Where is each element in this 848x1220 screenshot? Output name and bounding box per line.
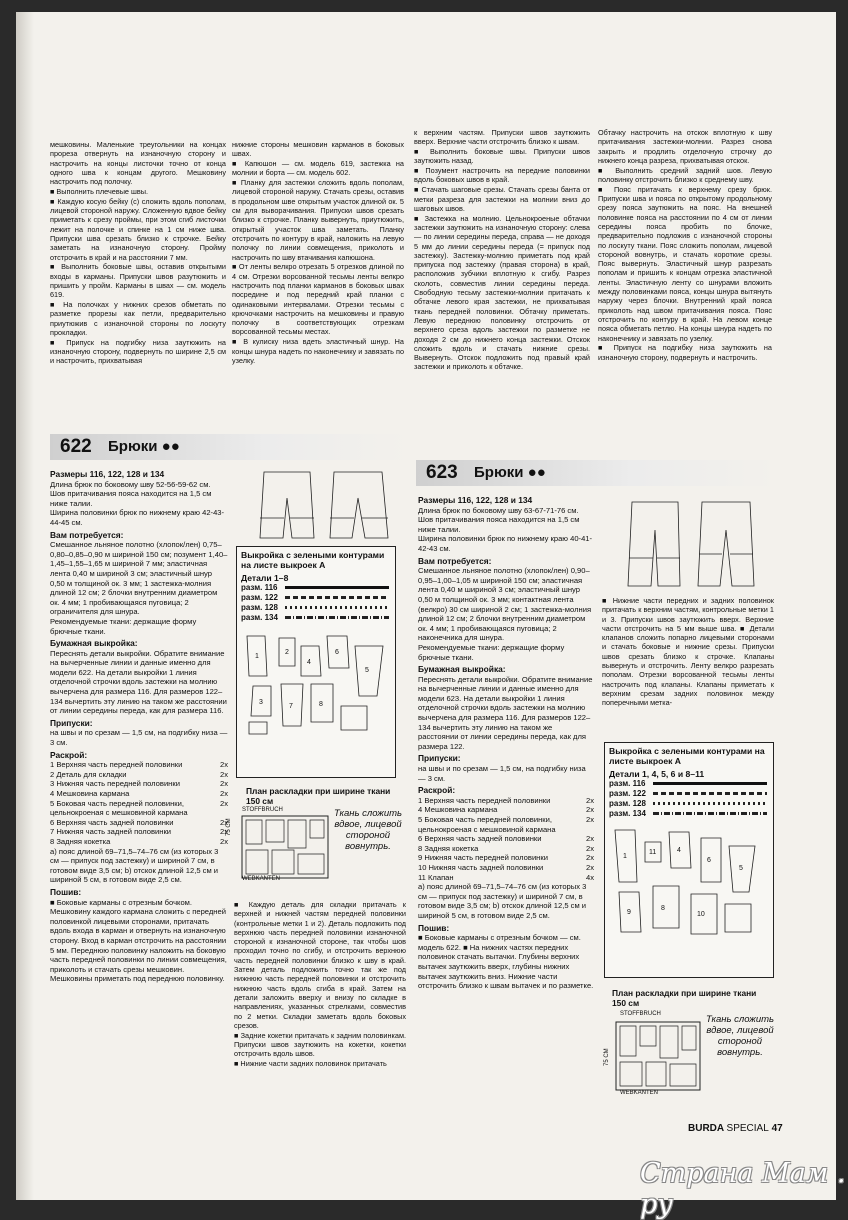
model-622-pattern-box xyxy=(236,546,396,778)
size-label: разм. 134 xyxy=(609,808,646,818)
svg-text:6: 6 xyxy=(335,649,339,657)
svg-text:10: 10 xyxy=(697,911,705,919)
model-title: Брюки ●● xyxy=(474,464,546,481)
top-column-1 xyxy=(50,140,226,420)
cut-item xyxy=(50,789,228,799)
cutting-heading: Раскрой: xyxy=(50,749,88,760)
need-text: Смешанное льняное полотно (хлопок/лен) 0,75–0,80–0,85–0,90 м шириной 150 см; позумент 1,40–1,45–1,55–1,65 м шириной 7 мм; эластичная лента 0,40 м шириной 3 см; эластичный шнур 0,50 м толщиной ок. 3 мм; 1 застежка-молния длиной 12 см; 2 блочки внутренним диаметром ок. 4 мм; 1 пробивающаяся пуговица; 2 ограничителя для шнура. xyxy=(50,540,228,617)
width-label: 75 CM xyxy=(604,1048,610,1066)
size-line-134 xyxy=(285,616,389,619)
width-label: 75 CM xyxy=(226,818,232,836)
paragraph: к верхним частям. Припуски швов заутюжить вверх. Верхние части отстрочить близко к швам. xyxy=(414,128,590,147)
size-label: разм. 116 xyxy=(609,779,646,789)
model-622-trousers-drawing xyxy=(250,468,400,546)
cut-label: 6 Верхняя часть задней половинки xyxy=(418,834,542,844)
size-116 xyxy=(237,583,395,593)
paragraph: нижние стороны мешковин карманов в боковых швах. xyxy=(232,140,404,159)
cut-label: 10 Нижняя часть задней половинки xyxy=(418,862,544,872)
svg-text:8: 8 xyxy=(661,905,665,913)
svg-text:4: 4 xyxy=(307,659,311,667)
paragraph: ■ Выполнить боковые швы, оставив открытыми входы в карманы. Припуски швов разутюжить и пришить у пройм. Карманы в швах — см. модель 619. xyxy=(50,262,226,300)
paragraph: ■ Позумент настрочить на передние половинки вдоль боковых швов в край. xyxy=(414,166,590,185)
width-note: Ширина половинки брюк по нижнему краю 42-43-44-45 см. xyxy=(50,508,225,527)
paragraph: ■ Задние кокетки притачать к задним половинкам. Припуски швов заутюжить на кокетки, кокетки отстрочить вдоль швов. xyxy=(234,1030,406,1059)
pattern-text: Переснять детали выкройки. Обратите внимание на вычерченные линии и данные именно для модели 623. На детали выкройки 1 линия отделочной строчки вдоль застежки на молнию вычерчена для размера 116. Для размеров 122–134 вычертить эту линию на таком же расстоянии от линии середины переда, как для размера 122. xyxy=(418,674,593,751)
cut-qty: 2x xyxy=(585,795,594,805)
svg-text:4: 4 xyxy=(677,847,681,855)
svg-text:2: 2 xyxy=(285,649,289,657)
cut-label: 8 Задняя кокетка xyxy=(50,836,111,846)
cut-label: 9 Нижняя часть передней половинки xyxy=(418,853,548,863)
svg-text:1: 1 xyxy=(623,853,627,861)
cut-qty: 2x xyxy=(585,815,594,824)
allowance-text: на швы и по срезам — 1,5 см, на подгибку низа — 3 см. xyxy=(50,728,228,748)
sewing-heading: Пошив: xyxy=(418,922,450,933)
paragraph: ■ Пояс притачать к верхнему срезу брюк. Припуски шва и пояса по открытому продольному срезу пояса заутюжить на пояс. На внешней половинке пояса на расстоянии по 4 см от линии середины пояса пробить по блочке, предварительно подложив с изнаночной стороны по лоскуту ткани. Пояс сложить пополам, лицевой стороной вовнутрь, и стачать короткие срезы. Пояс вывернуть. Эластичный шнур разрезать пополам и пришить к концам отрезка эластичной ленты. Эластичную ленту со шнурами вложить между половинками пояса, концы шнура вытянуть наружу через блочки. Внутренний край пояса приколоть над швом притачивания пояса. Пояс отстрочить по контуру в край. На левом конце пояса обметать петлю. На концы шнура надеть по наконечнику и завязать по узелку. xyxy=(598,184,772,343)
cut-item xyxy=(50,827,228,837)
model-622-header xyxy=(50,434,408,460)
cutting-heading: Раскрой: xyxy=(418,785,456,796)
paragraph: ■ Каждую деталь для складки притачать к верхней и нижней частям передней половинки (контрольные метки 1 и 2). Деталь подложить под верхнюю часть передней половинки изнаночной стороной к изнаночной стороне, так чтобы шов проходил точно по сгибу, и отстрочить верхнюю часть передней половинки близко к шву в край. Затем деталь подложить точно так же под нижнюю часть передней половинки и отстрочить нижнюю часть вдоль сгиба в край. Затем на детали заложить вверху и внизу по складке в направлениях, указанных стрелками, совместив по 2 метки. Складки заметать вдоль боковых срезов. xyxy=(234,900,406,1030)
paragraph: ■ Припуск на подгибку низа заутюжить на изнаночную сторону, подвернуть и настрочить. xyxy=(598,343,772,362)
pattern-heading: Бумажная выкройка: xyxy=(418,664,506,675)
watermark: Страна Мам . ру xyxy=(640,1158,846,1220)
size-116 xyxy=(605,779,773,789)
pattern-text: Переснять детали выкройки. Обратите внимание на вычерченные линии и данные именно для модели 622. На детали выкройки 1 линия отделочной строчки вдоль застежки на молнию вычерчена для размера 116. Для размеров 122–134 вычертить эту линию на таком же расстоянии от линии середины переда, как для размера 116. xyxy=(50,648,227,716)
cut-qty: 2x xyxy=(585,834,594,844)
box-heading: Выкройка с зелеными контурами на листе выкроек A xyxy=(241,550,385,570)
svg-text:9: 9 xyxy=(627,909,631,917)
need-heading: Вам потребуется: xyxy=(50,529,124,540)
allowance-text: на швы и по срезам — 1,5 см, на подгибку низа — 3 см. xyxy=(418,764,586,783)
cut-item xyxy=(50,818,228,828)
svg-text:6: 6 xyxy=(707,857,711,865)
model-623-trousers-drawing xyxy=(618,498,768,590)
cut-qty: 2x xyxy=(219,798,228,808)
svg-text:8: 8 xyxy=(319,701,323,709)
cut-item xyxy=(418,844,594,854)
paragraph: ■ Выполнить боковые швы. Припуски швов заутюжить назад. xyxy=(414,147,590,166)
box-parts: Детали 1–8 xyxy=(241,573,289,583)
svg-text:11: 11 xyxy=(649,849,657,857)
cut-qty: 2x xyxy=(585,843,594,853)
svg-text:1: 1 xyxy=(255,653,259,661)
top-column-4 xyxy=(598,128,772,448)
cut-qty: 2x xyxy=(585,805,594,815)
size-line-134 xyxy=(653,812,767,815)
pattern-pieces-drawing xyxy=(605,822,771,942)
need-text: Смешанное льняное полотно (хлопок/лен) 0,90–0,95–1,00–1,05 м шириной 150 см; эластичная лента 0,40 м шириной 3 см; эластичный шнур 0,50 м толщиной ок. 3 мм; контактная лента (велкро) 30 см шириной 2 см; 1 застежка-молния длиной 12 см; 2 блочки внутренним диаметром ок. 4 мм; 1 пробивающаяся пуговица; 2 наконечника для шнура. xyxy=(418,566,592,643)
paragraph: ■ На полочках у нижних срезов обметать по разметке прорезы как петли, предварительно приутюжив с изнаночной стороны по лоскуту прокладки. xyxy=(50,300,226,337)
page-spine-shadow xyxy=(16,12,34,1200)
sewing-text: ■ Боковые карманы с отрезным бочком. Мешковину каждого кармана сложить с передней половинкой лицевыми сторонами, притачать вдоль входа в карман и отвернуть на изнаночную сторону. Вход в карман отстрочить на расстоянии 5 мм. Переднюю половинку наложить на боковую часть передней половинки по линии совмещения, приколоть и стачать срезы мешковин. Мешковины приметать под переднюю половинку. xyxy=(50,897,227,984)
cut-label: 4 Мешковина кармана xyxy=(418,805,498,815)
sewing-heading: Пошив: xyxy=(50,886,82,897)
fold-note: Ткань сложить вдвое, лицевой стороной вовнутрь. xyxy=(333,808,403,852)
cut-qty: 2x xyxy=(585,862,594,872)
allowance-heading: Припуски: xyxy=(50,717,93,728)
model-number: 623 xyxy=(426,462,458,483)
seam-note: Шов притачивания пояса находится на 1,5 см ниже талии. xyxy=(418,515,580,534)
seam-note: Шов притачивания пояса находится на 1,5 см ниже талии. xyxy=(50,489,212,508)
paragraph: ■ Припуск на подгибку низа заутюжить на изнаночную сторону, подвернуть по ширине 2,5 см и настрочить, прихватывая xyxy=(50,337,226,366)
page-number: 47 xyxy=(771,1123,783,1134)
cut-qty: 2x xyxy=(219,827,228,837)
box-heading: Выкройка с зелеными контурами на листе выкроек A xyxy=(609,746,765,766)
model-622-column-2 xyxy=(234,900,406,1108)
webkanten-label: WEBKANTEN xyxy=(620,1090,659,1096)
cut-label: 4 Мешковина кармана xyxy=(50,789,130,798)
paragraph: мешковины. Маленькие треугольники на концах прореза отвернуть на изнаночную сторону и настрочить на концы листочки точно от конца одного шва к концам другого. Мешковину настрочить под полочку. xyxy=(50,140,226,187)
cut-item xyxy=(418,853,594,863)
paragraph: ■ Каждую косую бейку (c) сложить вдоль пополам, лицевой стороной наружу. Сложенную вдвое бейку приметать к срезу проймы, при этом сгиб листочки лежит на полочке и спинке на 1 см ниже шва. Припуски шва срезать близко к строчке. Бейку заметать на изнаночную сторону. Пройму отстрочить в край и на расстоянии 7 мм. xyxy=(50,196,226,262)
paragraph: ■ В кулиску низа вдеть эластичный шнур. На концы шнура надеть по наконечнику и завязать по узелку. xyxy=(232,337,404,365)
size-line-128 xyxy=(653,802,767,805)
cut-item xyxy=(50,770,228,780)
model-number: 622 xyxy=(60,436,92,457)
size-128 xyxy=(237,603,395,613)
paragraph: ■ Нижние части задних половинок притачать xyxy=(234,1059,387,1069)
size-label: разм. 122 xyxy=(609,789,646,799)
cut-item xyxy=(50,779,228,789)
size-line-122 xyxy=(653,792,767,795)
size-122 xyxy=(605,789,773,799)
paragraph: ■ Планку для застежки сложить вдоль пополам, лицевой стороной наружу. Стачать срезы, оставив в продольном шве открытым участок длиной ок. 5 см для выворачивания. Припуски швов срезать близко к строчке. Планку вывернуть, приутюжить, открытый участок шва заметать. Планку отстрочить по контуру в край, наложить на левую полочку по линии совмещения, приколоть и настрочить по шву втачивания капюшона. xyxy=(232,178,404,262)
model-622-spec xyxy=(50,470,228,1120)
size-label: разм. 122 xyxy=(241,593,278,603)
sizes-heading: Размеры 116, 122, 128 и 134 xyxy=(418,496,533,505)
cut-qty: 2x xyxy=(219,789,228,798)
cut-qty: 2x xyxy=(219,779,228,789)
cut-qty: 4x xyxy=(585,872,594,882)
model-623-layout-title: План раскладки при ширине ткани 150 см xyxy=(612,988,757,1008)
pattern-pieces-drawing xyxy=(237,626,393,736)
top-column-2 xyxy=(232,140,404,420)
cut-qty: 2x xyxy=(219,769,228,779)
cut-label: 7 Нижняя часть задней половинки xyxy=(50,827,172,837)
svg-text:5: 5 xyxy=(365,667,369,675)
cut-label: 1 Верхняя часть передней половинки xyxy=(50,760,183,770)
cut-qty: 2x xyxy=(585,853,594,863)
sizes-heading: Размеры 116, 122, 128 и 134 xyxy=(50,470,165,479)
cut-qty: 2x xyxy=(219,817,228,827)
cut-label: 5 Боковая часть передней половинки, цельнокроеная с мешковиной кармана xyxy=(50,798,188,818)
stoffbruch-label: STOFFBRUCH xyxy=(242,807,283,813)
size-line-116 xyxy=(653,782,767,785)
model-623-layout-drawing xyxy=(604,1016,704,1100)
box-parts: Детали 1, 4, 5, 6 и 8–11 xyxy=(609,769,705,779)
size-label: разм. 134 xyxy=(241,612,278,622)
cut-item xyxy=(418,834,594,844)
size-label: разм. 116 xyxy=(241,583,278,593)
cut-item xyxy=(50,799,228,818)
size-line-116 xyxy=(285,586,389,589)
cut-item xyxy=(50,760,228,770)
size-line-128 xyxy=(285,606,389,609)
top-column-3 xyxy=(414,128,590,448)
cut-item xyxy=(50,837,228,847)
size-line-122 xyxy=(285,596,389,599)
cut-label: 2 Деталь для складки xyxy=(50,769,127,779)
cut-item xyxy=(418,815,594,834)
webkanten-label: WEBKANTEN xyxy=(242,876,281,882)
svg-text:3: 3 xyxy=(259,699,263,707)
need-heading: Вам потребуется: xyxy=(418,555,492,566)
cut-label: 6 Верхняя часть задней половинки xyxy=(50,817,174,827)
cut-item xyxy=(418,805,594,815)
paragraph: ■ Стачать шаговые срезы. Стачать срезы банта от метки разреза для застежки на молнии вниз до шаговых швов. xyxy=(414,185,590,213)
size-134 xyxy=(237,612,395,622)
width-note: Ширина половинки брюк по нижнему краю 40-41-42-43 см. xyxy=(418,534,593,553)
pattern-heading: Бумажная выкройка: xyxy=(50,638,138,649)
paragraph: Обтачку настрочить на отскок вплотную к шву притачивания застежки-молнии. Разрез снова закрыть и продлить отделочную строчку до нижнего конца разреза, прихватывая отскок. xyxy=(598,128,772,165)
model-623-spec xyxy=(418,496,594,1120)
size-label: разм. 128 xyxy=(241,602,278,612)
cut-item xyxy=(418,873,594,883)
model-623-column-2 xyxy=(602,596,774,732)
model-623-header xyxy=(416,460,776,486)
paragraph: ■ Выполнить средний задний шов. Левую половинку отстрочить близко к среднему шву. xyxy=(598,165,772,184)
paragraph: ■ От ленты велкро отрезать 5 отрезков длиной по 4 см. Отрезки ворсованной тесьмы ленты велкро настрочить под планки карманов в боковых швах посредине и под передний край планки с одинаковыми интервалами. Отрезки тесьмы с крючочками настрочить на мешковины и правую полочку в соответствующих отрезкам ворсованной тесьмы местах. xyxy=(232,262,404,337)
cut-label: 1 Верхняя часть передней половинки xyxy=(418,795,551,805)
cut-qty: 2x xyxy=(219,760,228,770)
size-122 xyxy=(237,593,395,603)
paragraph: ■ Нижние части передних и задних половинок притачать к верхним частям, контрольные метки 1 и 3. Припуски швов заутюжить вверх. Верхние части отстрочить на 5 мм выше шва. ■ Детали клапанов сложить попарно лицевыми сторонами и стачать боковые и нижние срезы. Припуски швов срезать близко к строчке. Клапаны вывернуть и отстрочить. Ленту велкро разрезать пополам. Отрезки ворсованной тесьмы ленты настрочить под клапаны. Клапаны приметать к верхним срезам задних половинок между поперечными метка- xyxy=(602,596,774,708)
cut-extra: a) пояс длиной 69–71,5–74–76 см (из которых 3 см — припуск под застежку) и шириной 7 см, в готовом виде 3,5 см; b) отскок длиной 12,5 см и шириной 5 см, в готовом виде 2,5 см. xyxy=(418,882,587,920)
cut-label: 11 Клапан xyxy=(418,872,454,882)
cut-extra: a) пояс длиной 69–71,5–74–76 см (из которых 3 см — припуск под застежку) и шириной 7 см, в готовом виде 3,5 см; b) отскок длиной 12,5 см и шириной 5 см, в готовом виде 2,5 см. xyxy=(50,846,219,885)
recommended-fabrics: Рекомендуемые ткани: держащие форму брючные ткани. xyxy=(50,616,197,636)
allowance-heading: Припуски: xyxy=(418,753,461,764)
cut-label: 3 Нижняя часть передней половинки xyxy=(50,779,180,789)
cut-qty: 2x xyxy=(219,836,228,846)
model-title: Брюки ●● xyxy=(108,438,180,455)
cut-label: 8 Задняя кокетка xyxy=(418,843,479,853)
recommended-fabrics: Рекомендуемые ткани: держащие форму брючные ткани. xyxy=(418,642,565,662)
size-128 xyxy=(605,799,773,809)
brand-special: SPECIAL xyxy=(726,1123,769,1134)
cut-item xyxy=(418,863,594,873)
size-label: разм. 128 xyxy=(609,798,646,808)
model-622-layout-title: План раскладки при ширине ткани 150 см xyxy=(246,786,391,806)
paragraph: ■ Выполнить плечевые швы. xyxy=(50,186,149,196)
length: Длина брюк по боковому шву 52-56-59-62 см. xyxy=(50,479,211,489)
page-footer xyxy=(688,1123,783,1134)
stoffbruch-label: STOFFBRUCH xyxy=(620,1011,661,1017)
paragraph: ■ Застежка на молнию. Цельнокроеные обтачки застежки заутюжить на изнаночную сторону: слева — по линии середины переда, справа — не доходя 5 мм до линии середины переда (= припуск под застежку). Застежку-молнию приметать под край припуска под застежку (правая сторона) в край, расположив зубчики вплотную к сгибу. Разрез сколоть, совместив линии середины переда. Свободную тесьму застежки-молнии притачать к обтачке левого края застежки, не прихватывая ткань передней половинки. Обтачку приметать. Левую переднюю половинку отстрочить от верхнего среза вдоль застежки по разметке не доходя 2 см до нижнего конца застежки. Отскок сложить вдоль и стачать нижние срезы. Вывернуть. Отскок подложить под правый край застежки и приколоть к обтачке. xyxy=(414,213,590,372)
size-134 xyxy=(605,808,773,818)
model-623-pattern-box xyxy=(604,742,774,978)
cut-label: 5 Боковая часть передней половинки, цельнокроеная с мешковиной кармана xyxy=(418,815,556,834)
svg-text:5: 5 xyxy=(739,865,743,873)
svg-text:7: 7 xyxy=(289,703,293,711)
brand: BURDA xyxy=(688,1123,724,1134)
paragraph: ■ Капюшон — см. модель 619, застежка на молнии и борта — см. модель 602. xyxy=(232,159,404,178)
cut-item xyxy=(418,796,594,806)
length: Длина брюк по боковому шву 63-67-71-76 см. xyxy=(418,505,579,515)
sewing-text: ■ Боковые карманы с отрезным бочком — см. модель 622. ■ На нижних частях передних половинок стачать вытачки. Глубины верхних вытачек заутюжить вверх, глубины нижних вытачек заутюжить вниз. Нижние части отстрочить близко к швам вытачек и по разметке. xyxy=(418,933,594,991)
fold-note: Ткань сложить вдвое, лицевой стороной вовнутрь. xyxy=(705,1014,775,1058)
